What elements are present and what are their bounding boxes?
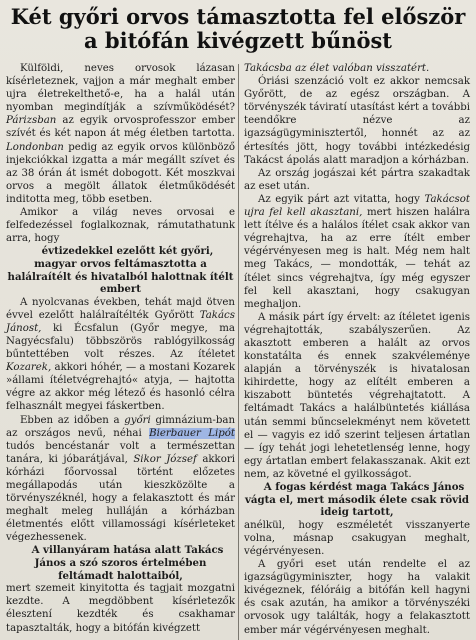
right-column <box>244 62 470 637</box>
italic-run: győri <box>124 414 151 426</box>
text-run: pedig az egyik orvos különböző injekciókkal izgatta a már megállt szívet és az 38 órán át ismét dobogott. Két moszkvai orvos a megölt állatok életműködését inditotta meg, több esetben. <box>6 141 235 205</box>
headline-line-2: a bitófán kivégzett bűnöst <box>83 28 393 53</box>
italic-run: Sikor József <box>133 453 197 465</box>
text-run: akkori hóhér, — a mostani Kozarek »állami ítéletvégrehajtó« atyja, — hajtotta végre az akkor még létező és hasonló célra felhasznált megyei fáskertben. <box>6 362 235 413</box>
highlighted-name[interactable]: Bierbauer Lipót <box>149 427 236 439</box>
subheading-3: A fogas kérdést maga Takács János vágta el, mert második élete csak rövid ideig tartott, <box>244 481 470 519</box>
text-run: tudós bencéstanár volt a természettan tanára, ki jóbarátjával, <box>6 440 235 465</box>
text-run: akkori kórházi főorvossal történt előzetes megállapodás után kieszközölte a törvényszéknél, hogy a felakasztott és már meghalt meleg hulláján a kórházban életmentés előtt villamossági kísérleteket végezhessenek. <box>6 453 235 544</box>
right-paragraph-5: A másik párt így érvelt: az ítéletet igenis végrehajtották, szabályszerűen. Az akasztott emberen a halált az orvos konstatálta és ennek szakvéleménye alapján a törvényszék is hivatalosan kihirdette, hogy az elítélt emberen a kiszabott büntetés végrehajtatott. A feltámadt Takács a halálbüntetés kiállása után semmi bűncselekményt nem követett el — vagyis ez idő szerint teljesen ártatlan — így tehát jogi lehetetlenség lenne, hogy egy ártatlan embert felakasszanak. Akit ezt nem, az követné el gyilkosságot. <box>244 311 470 480</box>
right-paragraph-6: anélkül, hogy eszméletét visszanyerte volna, másnap csakugyan meghalt, végérvényesen. <box>244 519 470 557</box>
left-paragraph-3 <box>6 296 235 414</box>
text-run: Ebben az időben a <box>20 414 120 426</box>
article-headline <box>0 0 476 62</box>
right-paragraph-4 <box>244 193 470 311</box>
left-column <box>6 62 235 635</box>
right-paragraph-7: A győri eset után rendelte el az igazságügyminiszter, hogy ha valakit kivégeznek, félóráig a bitófán kell hagyni és csak azután, ha amikor a törvényszéki orvosok ugy találták, hogy a felakasztott ember már végérvényesen meghalt. <box>244 559 470 636</box>
left-paragraph-4 <box>6 414 235 545</box>
italic-run: Takács Jánost, <box>6 309 235 334</box>
italic-run: Párizsban <box>6 115 57 127</box>
text-run: mert hiszen halálra lett ítélve és a halálos ítélet csak akkor van végrehajtva, ha az erre ítélt ember végérvényesen meg is halt. Még nem halt meg Takács, — mondották, — tehát az ítélet sincs végrehajtva, így még egyszer fel kell akasztani, hogy csakugyan meghaljon. <box>244 207 471 310</box>
text-run: gimnázium-ban az országos nevű, néhai <box>6 414 236 439</box>
italic-run: Kozarek, <box>6 362 52 374</box>
italic-run: Londonban <box>6 141 64 153</box>
text-run: Külföldi, neves orvosok lázasan kísérleteznek, vajjon a már meghalt ember ujra életrekelthető-e, ha a halál után nyomban megindítják a szívműködését? <box>6 63 235 114</box>
left-paragraph-5: mert szemeit kinyitotta és tagjait mozgatni kezdte. A megdöbbent kísérletezők élesztení kezdték és csakhamar tapasztalták, hogy a bitófán kivégzett <box>6 583 235 634</box>
right-paragraph-1: Takácsba az élet valóban visszatért. <box>244 63 430 74</box>
italic-run: Takácsot ujra fel kell akasztani, <box>244 193 470 219</box>
text-run: A nyolcvanas években, tehát majd ötven évvel ezelőtt halálraítélték Győrött <box>6 296 235 321</box>
right-paragraph-3: Az ország jogászai két pártra szakadtak az eset után. <box>244 167 470 192</box>
right-paragraph-2: Óriási szenzáció volt ez akkor nemcsak Győrött, de az egész országban. A törvényszék táviratí utasítást kért a további teendőkre nézve az igazságügyminisztertől, honnét az az értesítés jött, hogy további intézkedésig Takácst ápolás alatt maradjon a kórházban. <box>244 76 470 166</box>
headline-line-1: Két győri orvos támasztotta fel először <box>10 4 466 29</box>
subheading-1: évtizedekkel ezelőtt két győri, magyar orvos feltámasztotta a halálraítélt és hivatalból halottnak ítélt embert <box>7 245 234 296</box>
subheading-2: A villanyáram hatása alatt Takács János a szó szoros értelmében feltámadt halottaiból, <box>31 544 224 582</box>
column-divider <box>238 64 239 640</box>
left-paragraph-2: Amikor a világ neves orvosai e felfedezéssel foglalkoznak, rámutathatunk arra, hogy <box>6 207 235 245</box>
left-paragraph-1 <box>6 62 235 206</box>
text-run: ki Écsfalun (Győr megye, ma Nagyécsfalu) többszörös rablógyilkosság bűntettében volt részes. Az ítéletet <box>6 322 235 361</box>
text-run: Az egyik párt azt vitatta, hogy <box>258 193 420 205</box>
text-run: az egyik orvosprofesszor ember szívét és két napon át még életben tartotta. <box>6 115 235 140</box>
